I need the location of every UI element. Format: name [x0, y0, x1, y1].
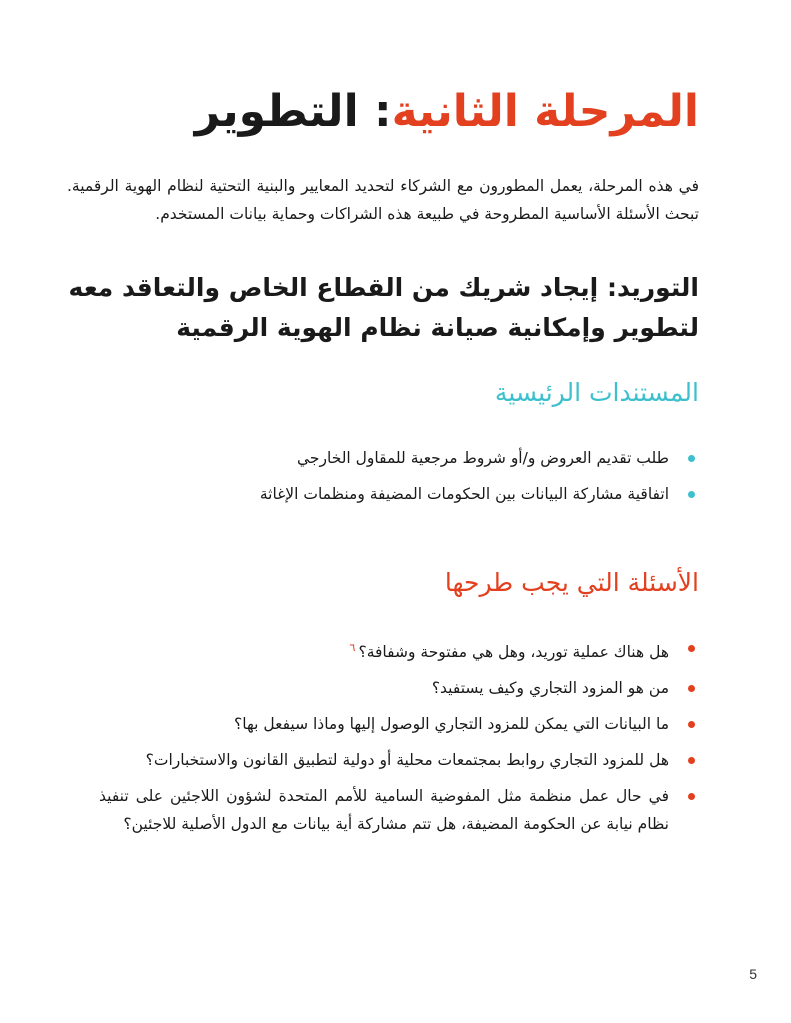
list-item: [99, 782, 699, 838]
key-documents-title: المستندات الرئيسية: [494, 378, 699, 407]
question-text: في حال عمل منظمة مثل المفوضية السامية للأمم المتحدة لشؤون اللاجئين على تنفيذ نظام نيابة عن الحكومة المضيفة، هل تتم مشاركة أية بيانات مع الدول الأصلية للاجئين؟: [99, 787, 669, 834]
title-stage: التطوير: [194, 86, 359, 137]
list-item: [99, 674, 699, 702]
bullet-dot-icon: [688, 645, 695, 652]
page-title: [79, 82, 699, 142]
procurement-heading: التوريد: إيجاد شريك من القطاع الخاص والتعاقد معه لتطوير وإمكانية صيانة نظام الهوية الرقمية: [68, 273, 699, 342]
footnote-reference[interactable]: ٦: [349, 641, 356, 654]
list-item: [99, 710, 699, 738]
question-text: من هو المزود التجاري وكيف يستفيد؟: [431, 679, 669, 698]
page-number: 5: [749, 966, 757, 982]
list-item: [99, 634, 699, 666]
questions-list: [99, 634, 699, 846]
document-item-text: طلب تقديم العروض و/أو شروط مرجعية للمقاول الخارجي: [296, 449, 669, 467]
title-phase: المرحلة الثانية: [391, 86, 699, 137]
key-documents-list: [99, 444, 699, 516]
bullet-dot-icon: [688, 491, 695, 498]
question-text: ما البيانات التي يمكن للمزود التجاري الوصول إليها وماذا سيفعل بها؟: [234, 715, 669, 734]
list-item: [99, 480, 699, 508]
bullet-dot-icon: [688, 721, 695, 728]
document-item-text: اتفاقية مشاركة البيانات بين الحكومات المضيفة ومنظمات الإغاثة: [259, 485, 669, 503]
bullet-dot-icon: [688, 685, 695, 692]
questions-title: الأسئلة التي يجب طرحها: [444, 568, 699, 597]
bullet-dot-icon: [688, 757, 695, 764]
title-colon: :: [373, 86, 392, 137]
bullet-dot-icon: [688, 793, 695, 800]
bullet-dot-icon: [688, 455, 695, 462]
question-text: هل هناك عملية توريد، وهل هي مفتوحة وشفافة؟: [358, 643, 669, 662]
question-text: هل للمزود التجاري روابط بمجتمعات محلية أو دولية لتطبيق القانون والاستخبارات؟: [145, 751, 669, 770]
list-item: [99, 444, 699, 472]
list-item: [99, 746, 699, 774]
intro-paragraph: في هذه المرحلة، يعمل المطورون مع الشركاء لتحديد المعايير والبنية التحتية لنظام الهوية الرقمية. تبحث الأسئلة الأساسية المطروحة في طبيعة هذه الشراكات وحماية بيانات المستخدم.: [67, 177, 699, 223]
